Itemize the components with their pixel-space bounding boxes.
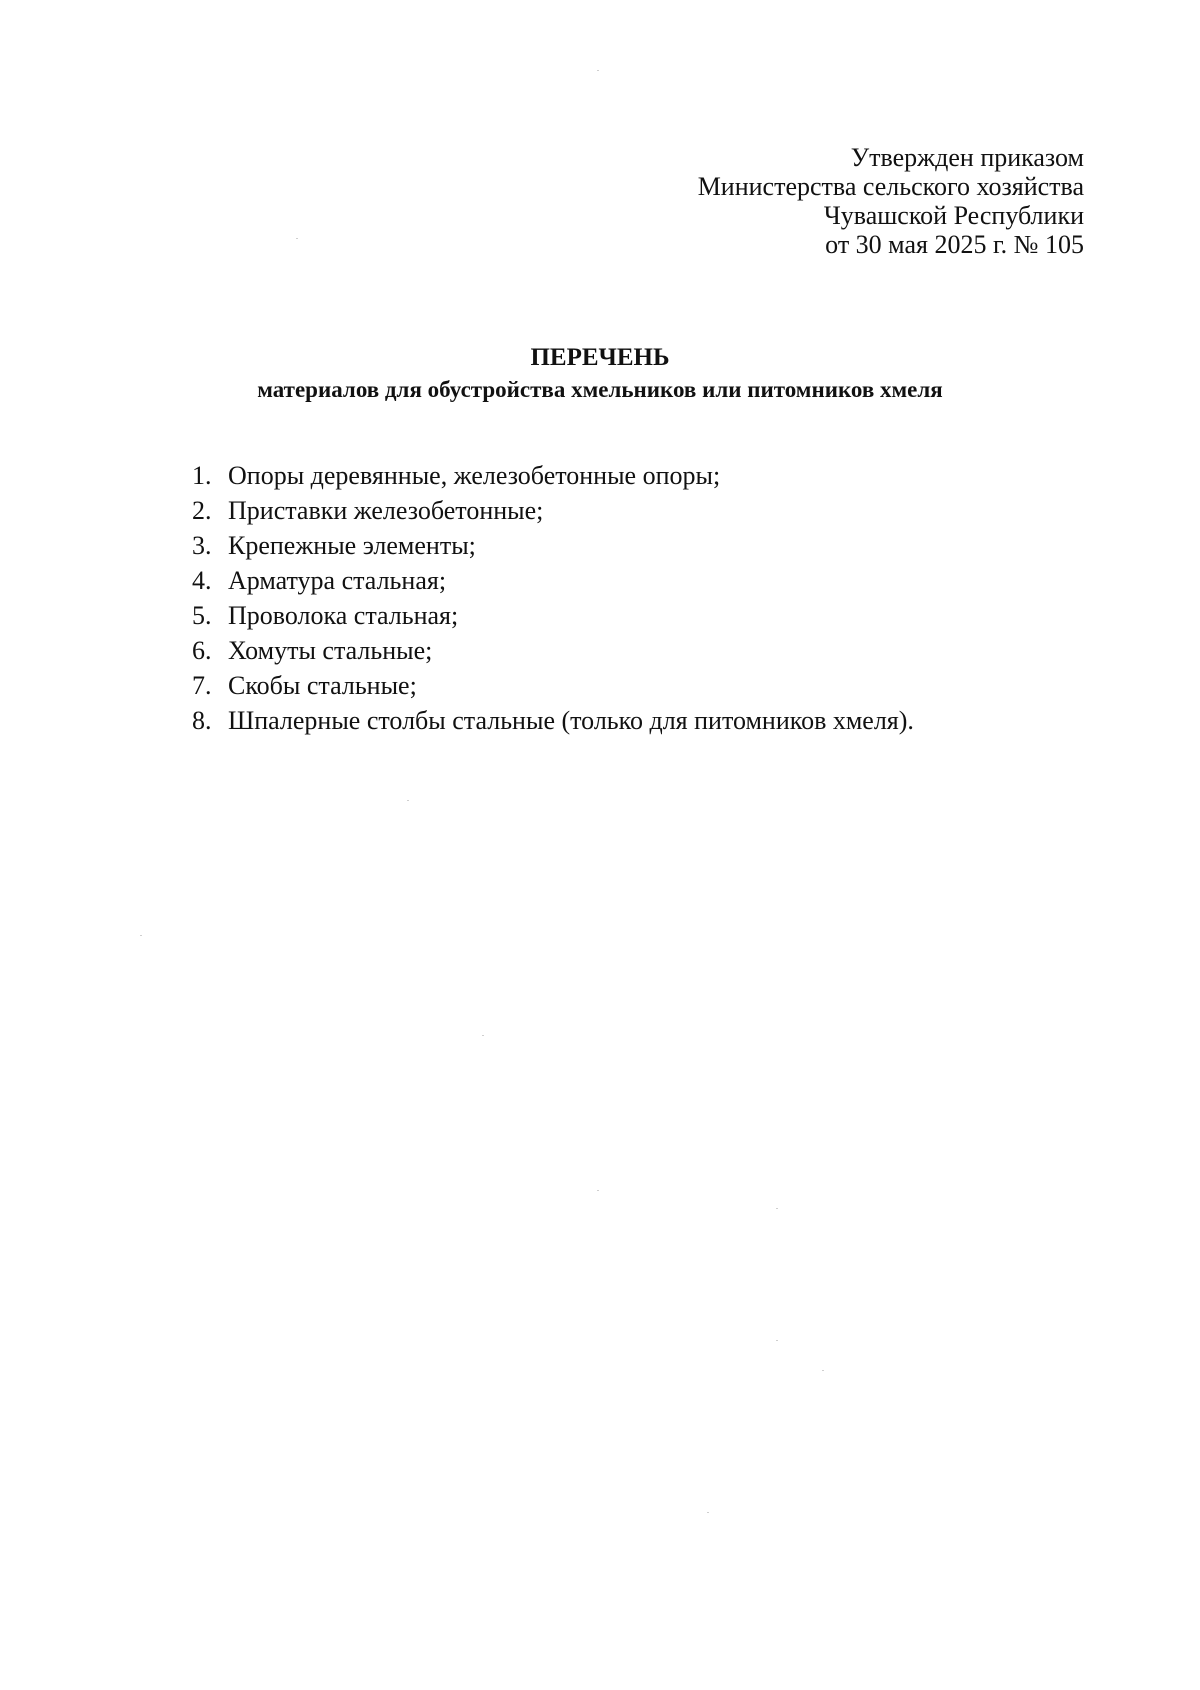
- list-item: [192, 563, 914, 598]
- scan-speck: [822, 1370, 824, 1371]
- approval-stamp: [524, 143, 1084, 259]
- item-number: 6.: [192, 636, 212, 665]
- list-item: [192, 668, 914, 703]
- approval-line: Утвержден приказом: [850, 143, 1084, 172]
- scan-speck: [296, 238, 298, 239]
- list-item: [192, 633, 914, 668]
- list-item: [192, 493, 914, 528]
- scan-speck: [140, 935, 142, 936]
- document-subtitle: материалов для обустройства хмельников или питомников хмеля: [257, 377, 943, 402]
- scan-speck: [597, 1190, 599, 1191]
- item-number: 7.: [192, 671, 212, 700]
- item-text: Крепежные элементы;: [228, 531, 476, 560]
- item-text: Хомуты стальные;: [228, 636, 433, 665]
- list-item: [192, 458, 914, 493]
- item-number: 8.: [192, 706, 212, 735]
- document-title: ПЕРЕЧЕНЬ: [530, 344, 670, 371]
- scan-speck: [707, 1512, 709, 1513]
- item-text: Скобы стальные;: [228, 671, 417, 700]
- item-text: Приставки железобетонные;: [228, 496, 544, 525]
- scan-speck: [597, 70, 599, 71]
- list-item: [192, 528, 914, 563]
- scan-speck: [407, 800, 409, 801]
- list-item: [192, 703, 914, 738]
- item-number: 2.: [192, 496, 212, 525]
- item-number: 1.: [192, 461, 212, 490]
- approval-line: от 30 мая 2025 г. № 105: [825, 230, 1084, 259]
- item-number: 3.: [192, 531, 212, 560]
- item-number: 5.: [192, 601, 212, 630]
- scan-speck: [776, 1208, 778, 1209]
- item-text: Опоры деревянные, железобетонные опоры;: [228, 461, 721, 490]
- list-item: [192, 598, 914, 633]
- item-text: Проволока стальная;: [228, 601, 459, 630]
- item-text: Арматура стальная;: [228, 566, 447, 595]
- scan-speck: [776, 1340, 778, 1341]
- approval-line: Министерства сельского хозяйства: [697, 172, 1084, 201]
- item-text: Шпалерные столбы стальные (только для питомников хмеля).: [228, 706, 914, 735]
- materials-list: [192, 458, 914, 738]
- approval-line: Чувашской Республики: [823, 201, 1084, 230]
- scan-speck: [482, 1035, 484, 1036]
- item-number: 4.: [192, 566, 212, 595]
